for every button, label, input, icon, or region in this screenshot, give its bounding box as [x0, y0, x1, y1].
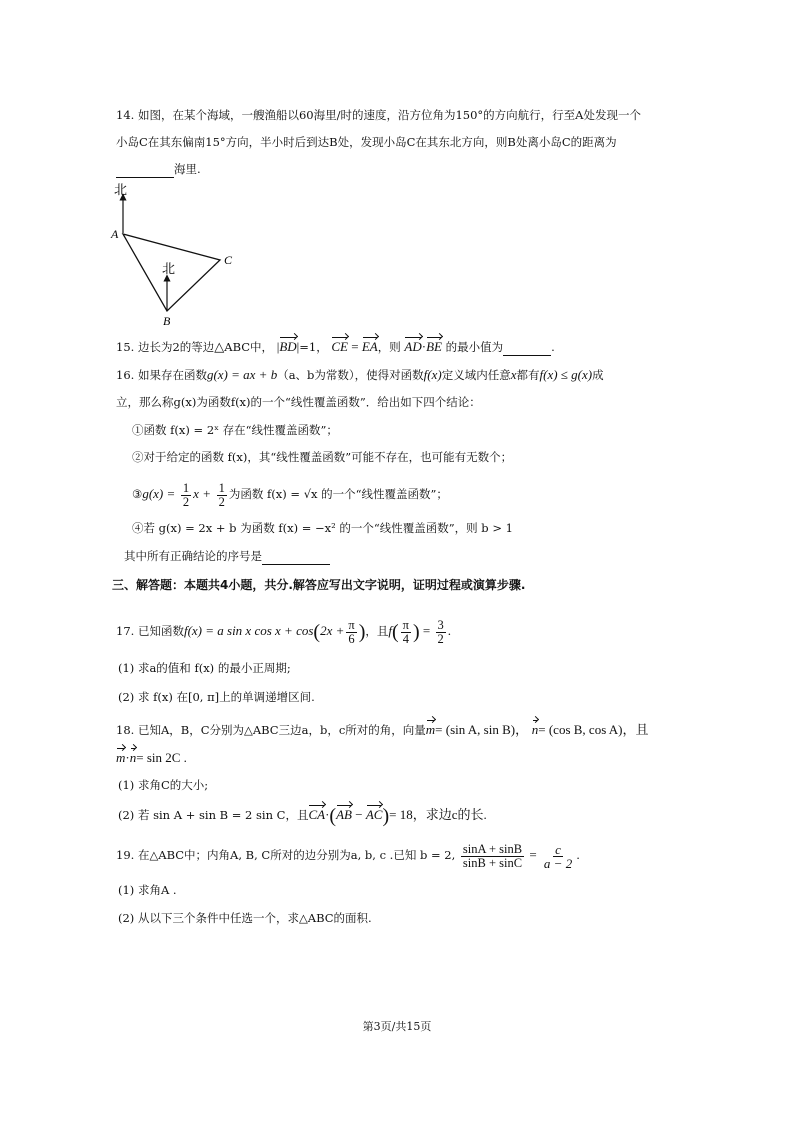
- q16-option4: ④若 g(x) = 2x + b 为函数 f(x) = −x² 的一个“线性覆盖函数”，则 b > 1: [132, 521, 513, 535]
- q16-answer-line: 其中所有正确结论的序号是: [124, 547, 330, 565]
- q17-line1: 17. 已知函数f(x) = a sin x cos x + cos(2x + $\frac{\pi}{6}$ )，且f( $\frac{\pi}{4}$ ) = $\frac{3}{2}$ .: [116, 617, 451, 646]
- q14-line3: 海里.: [116, 160, 201, 178]
- q17-part1: (1) 求a的值和 f(x) 的最小正周期;: [118, 661, 291, 675]
- label-b: B: [163, 314, 171, 328]
- q18-line2: m·n= sin 2C .: [116, 750, 187, 765]
- north-label-b: 北: [162, 261, 176, 276]
- q15-line: 15. 边长为2的等边△ABC中， |BD|=1， CE = EA，则 AD·BE 的最小值为 .: [116, 339, 555, 354]
- q16-option3: ③g(x) = $\frac{1}{2}$ x + $\frac{1}{2}$ 为函数 f(x) = √x 的一个“线性覆盖函数”；: [132, 480, 448, 509]
- q16-option1: ①函数 f(x) = 2ˣ 存在“线性覆盖函数”；: [132, 423, 338, 437]
- q19-line1: 19. 在△ABC中；内角A, B, C所对的边分别为a, b, c .已知 b = 2, $\frac{\sin A + \sin B}{\sin B + \sin C}$ = $\frac{c}{a - 2}$ .: [116, 841, 580, 871]
- label-a: A: [111, 227, 119, 241]
- label-c: C: [224, 253, 233, 267]
- answer-blank[interactable]: [116, 163, 174, 178]
- page-footer: 第3页/共15页: [362, 1020, 432, 1033]
- q18-line1: 18. 已知A，B，C分别为△ABC三边a，b，c所对的角，向量m= (sin A, sin B)， n= (cos B, cos A)，且: [116, 722, 649, 737]
- q14-line1: 14. 如图，在某个海域，一艘渔船以60海里/时的速度，沿方位角为150°的方向航行，行至A处发现一个: [116, 108, 641, 122]
- q14-line2: 小岛C在其东偏南15°方向，半小时后到达B处，发现小岛C在其东北方向，则B处离小岛C的距离为: [116, 135, 617, 149]
- q16-option2: ②对于给定的函数 f(x)，其“线性覆盖函数”可能不存在，也可能有无数个；: [132, 450, 513, 464]
- north-label-a: 北: [114, 182, 128, 197]
- q16-line2: 立，那么称g(x)为函数f(x)的一个“线性覆盖函数”．给出如下四个结论：: [116, 395, 481, 409]
- q17-part2: (2) 求 f(x) 在[0, π]上的单调递增区间.: [118, 690, 315, 704]
- q19-part2: (2) 从以下三个条件中任选一个，求△ABC的面积.: [118, 911, 372, 925]
- q19-part1: (1) 求角A .: [118, 883, 177, 897]
- q14-figure: [105, 180, 245, 330]
- answer-blank[interactable]: [503, 341, 551, 356]
- q16-line1: 16. 如果存在函数g(x) = ax + b（a、b为常数），使得对函数f(x)定义域内任意x都有f(x) ≤ g(x)成: [116, 367, 604, 382]
- q18-part1: (1) 求角C的大小;: [118, 778, 209, 792]
- section-3-heading: 三、解答题：本题共4小题，共分.解答应写出文字说明，证明过程或演算步骤.: [112, 578, 526, 592]
- answer-blank[interactable]: [262, 550, 330, 565]
- q18-part2: (2) 若 sin A + sin B = 2 sin C，且CA·(AB − AC)= 18，求边c的长.: [118, 805, 487, 827]
